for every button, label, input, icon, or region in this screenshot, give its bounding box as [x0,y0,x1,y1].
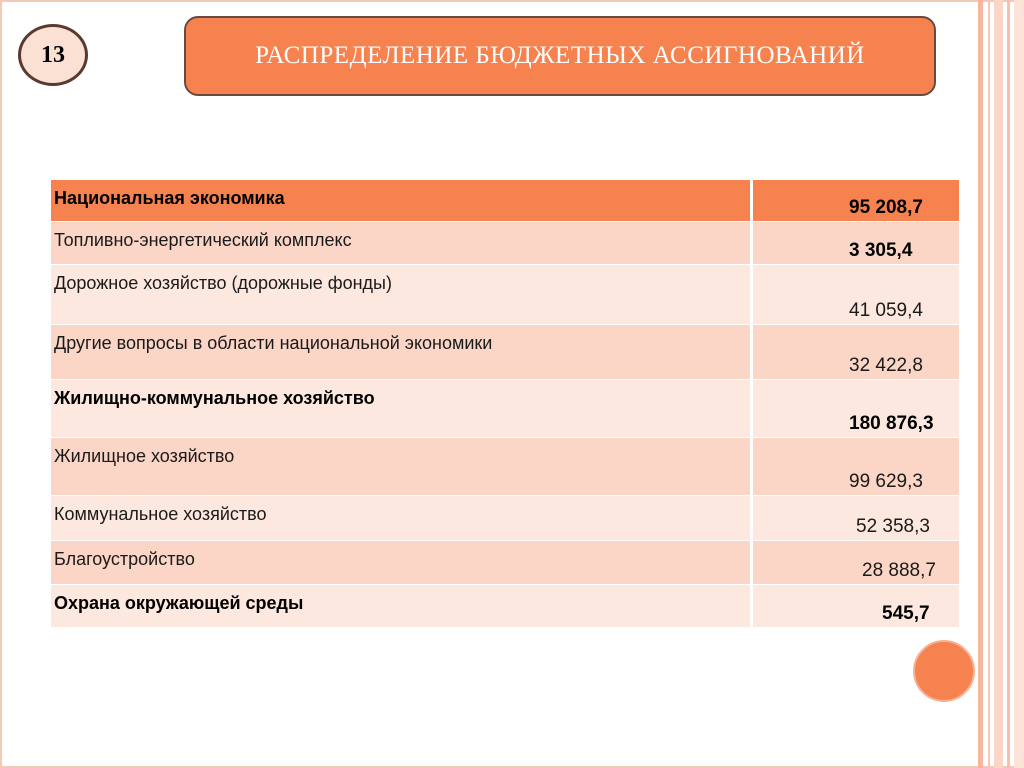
decorative-circle [913,640,975,702]
row-value: 52 358,3 [753,496,959,540]
slide-frame-top [0,0,1024,2]
row-value: 32 422,8 [753,325,959,379]
table-row [51,438,959,496]
table-row [51,585,959,628]
budget-table [51,180,959,628]
row-value: 99 629,3 [753,438,959,495]
row-label: Жилищно-коммунальное хозяйство [51,380,750,437]
row-value: 180 876,3 [753,380,959,437]
decorative-stripes [978,0,1024,768]
table-row [51,380,959,438]
slide-number-badge: 13 [18,24,88,86]
table-row [51,496,959,541]
row-value: 95 208,7 [753,180,959,221]
table-row [51,222,959,265]
slide-frame-left [0,0,2,768]
row-label: Охрана окружающей среды [51,585,750,627]
row-label: Другие вопросы в области национальной экономики [51,325,750,379]
table-row [51,541,959,585]
row-value: 3 305,4 [753,222,959,264]
row-label: Дорожное хозяйство (дорожные фонды) [51,265,750,324]
table-row [51,325,959,380]
row-label: Жилищное хозяйство [51,438,750,495]
row-value: 41 059,4 [753,265,959,324]
slide-title: РАСПРЕДЕЛЕНИЕ БЮДЖЕТНЫХ АССИГНОВАНИЙ [184,16,936,96]
row-value: 28 888,7 [753,541,959,584]
table-row [51,180,959,222]
row-label: Национальная экономика [51,180,750,221]
row-label: Коммунальное хозяйство [51,496,750,540]
row-label: Благоустройство [51,541,750,584]
table-row [51,265,959,325]
row-label: Топливно-энергетический комплекс [51,222,750,264]
row-value: 545,7 [753,585,959,627]
